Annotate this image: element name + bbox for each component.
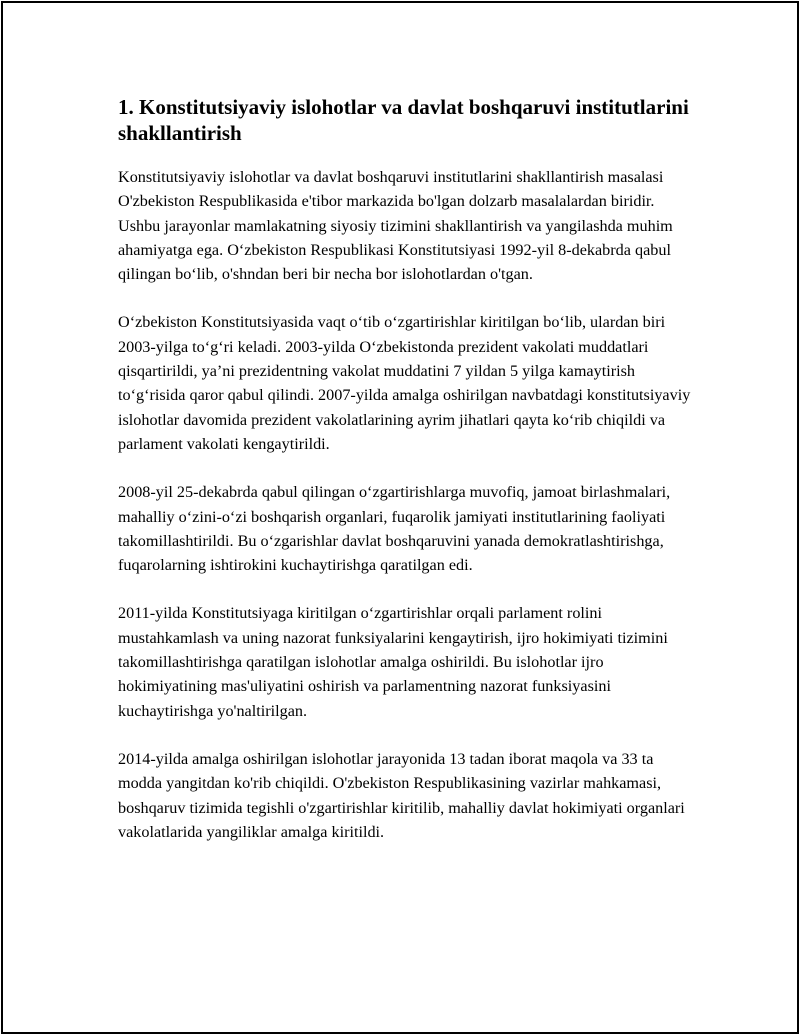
section-heading: 1. Konstitutsiyaviy islohotlar va davlat boshqaruvi institutlarini shakllantirish [118,95,689,145]
document-body [118,94,698,868]
paragraph-5: 2014-yilda amalga oshirilgan islohotlar jarayonida 13 tadan iborat maqola va 33 ta modda yangitdan ko'rib chiqildi. O'zbekiston Respublikasining vazirlar mahkamasi, boshqaruv tizimida tegishli o'zgartirishlar kiritilib, mahalliy davlat hokimiyati organlari vakolatlarida yangiliklar amalga kiritildi. [118,749,685,841]
paragraph-3: 2008-yil 25-dekabrda qabul qilingan o‘zgartirishlarga muvofiq, jamoat birlashmalari, mahalliy o‘zini-o‘zi boshqarish organlari, fuqarolik jamiyati institutlarining faoliyati takomillashtirildi. Bu o‘zgarishlar davlat boshqaruvini yanada demokratlashtirishga, fuqarolarning ishtirokini kuchaytirishga qaratilgan edi. [118,483,671,575]
paragraph-2: O‘zbekiston Konstitutsiyasida vaqt o‘tib o‘zgartirishlar kiritilgan bo‘lib, ulardan biri 2003-yilga to‘g‘ri keladi. 2003-yilda O‘zbekistonda prezident vakolati muddatlari qisqartirildi, ya’ni prezidentning vakolat muddatini 7 yildan 5 yilga kamaytirish to‘g‘risida qaror qabul qilindi. 2007-yilda amalga oshirilgan navbatdagi konstitutsiyaviy islohotlar davomida prezident vakolatlarining ayrim jihatlari qayta ko‘rib chiqildi va parlament vakolati kengaytirildi. [118,313,691,453]
paragraph-4: 2011-yilda Konstitutsiyaga kiritilgan o‘zgartirishlar orqali parlament rolini mustahkamlash va uning nazorat funksiyalarini kengaytirish, ijro hokimiyati tizimini takomillashtirishga qaratilgan islohotlar amalga oshirildi. Bu islohotlar ijro hokimiyatining mas'uliyatini oshirish va parlamentning nazorat funksiyasini kuchaytirishga yo'naltirilgan. [118,604,668,720]
paragraph-1: Konstitutsiyaviy islohotlar va davlat boshqaruvi institutlarini shakllantirish masalasi O'zbekiston Respublikasida e'tibor markazida bo'lgan dolzarb masalalardan biridir. Ushbu jarayonlar mamlakatning siyosiy tizimini shakllantirish va yangilashda muhim ahamiyatga ega. O‘zbekiston Respublikasi Konstitutsiyasi 1992-yil 8-dekabrda qabul qilingan bo‘lib, o'shndan beri bir necha bor islohotlardan o'tgan. [118,168,673,284]
